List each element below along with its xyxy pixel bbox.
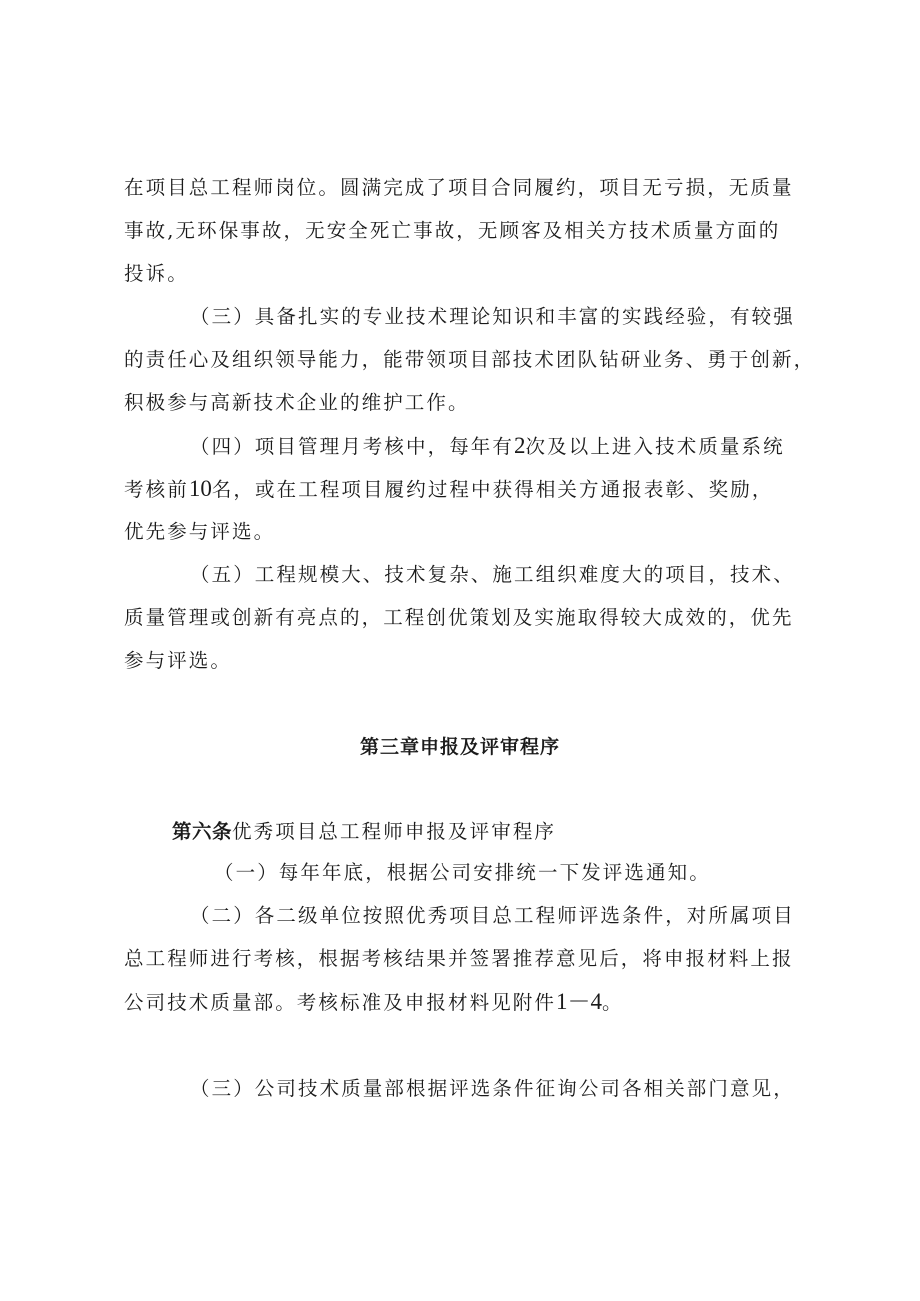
text-segment: 公司技术质量部。考核标准及申报材料见附件 xyxy=(124,991,557,1014)
paragraph-line: （三）公司技术质量部根据评选条件征询公司各相关部门意见， xyxy=(190,1077,795,1100)
article-label: 第六条 xyxy=(172,820,233,843)
paragraph-line xyxy=(124,475,804,503)
number-value: 10 xyxy=(188,476,212,501)
number-value: 2 xyxy=(514,433,526,458)
article-heading xyxy=(172,818,852,846)
paragraph-line: 事故,无环保事故，无安全死亡事故，无顾客及相关方技术质量方面的 xyxy=(124,219,781,242)
paragraph-line: 质量管理或创新有亮点的，工程创优策划及实施取得较大成效的，优先 xyxy=(124,606,794,629)
text-segment: 。 xyxy=(602,991,624,1014)
paragraph-line: （二）各二级单位按照优秀项目总工程师评选条件，对所属项目 xyxy=(190,904,795,927)
paragraph-line xyxy=(190,432,870,460)
paragraph-line: 的责任心及组织领导能力，能带领项目部技术团队钻研业务、勇于创新， xyxy=(124,348,816,371)
paragraph-line: （三）具备扎实的专业技术理论知识和丰富的实践经验，有较强 xyxy=(190,305,795,328)
text-segment: 考核前 xyxy=(124,478,189,501)
article-title: 优秀项目总工程师申报及评审程序 xyxy=(232,820,557,843)
paragraph-line: 优先参与评选。 xyxy=(124,520,276,543)
number-value: 1－4 xyxy=(556,989,603,1014)
text-segment: （四）项目管理月考核中，每年有 xyxy=(190,435,515,458)
paragraph-line: 参与评选。 xyxy=(124,649,233,672)
text-segment: 名，或在工程项目履约过程中获得相关方通报表彰、奖励， xyxy=(211,478,774,501)
paragraph-line: （一）每年年底，根据公司安排统一下发评选通知。 xyxy=(214,861,711,884)
paragraph-line: 总工程师进行考核，根据考核结果并签署推荐意见后，将申报材料上报 xyxy=(124,947,794,970)
chapter-heading: 第三章申报及评审程序 xyxy=(359,736,560,758)
paragraph-line xyxy=(124,988,804,1016)
paragraph-line: （五）工程规模大、技术复杂、施工组织难度大的项目，技术、 xyxy=(190,563,795,586)
paragraph-line: 积极参与高新技术企业的维护工作。 xyxy=(124,391,470,414)
text-segment: 次及以上进入技术质量系统 xyxy=(525,435,785,458)
paragraph-line: 投诉。 xyxy=(124,262,189,285)
paragraph-line: 在项目总工程师岗位。圆满完成了项目合同履约，项目无亏损，无质量 xyxy=(124,176,794,199)
